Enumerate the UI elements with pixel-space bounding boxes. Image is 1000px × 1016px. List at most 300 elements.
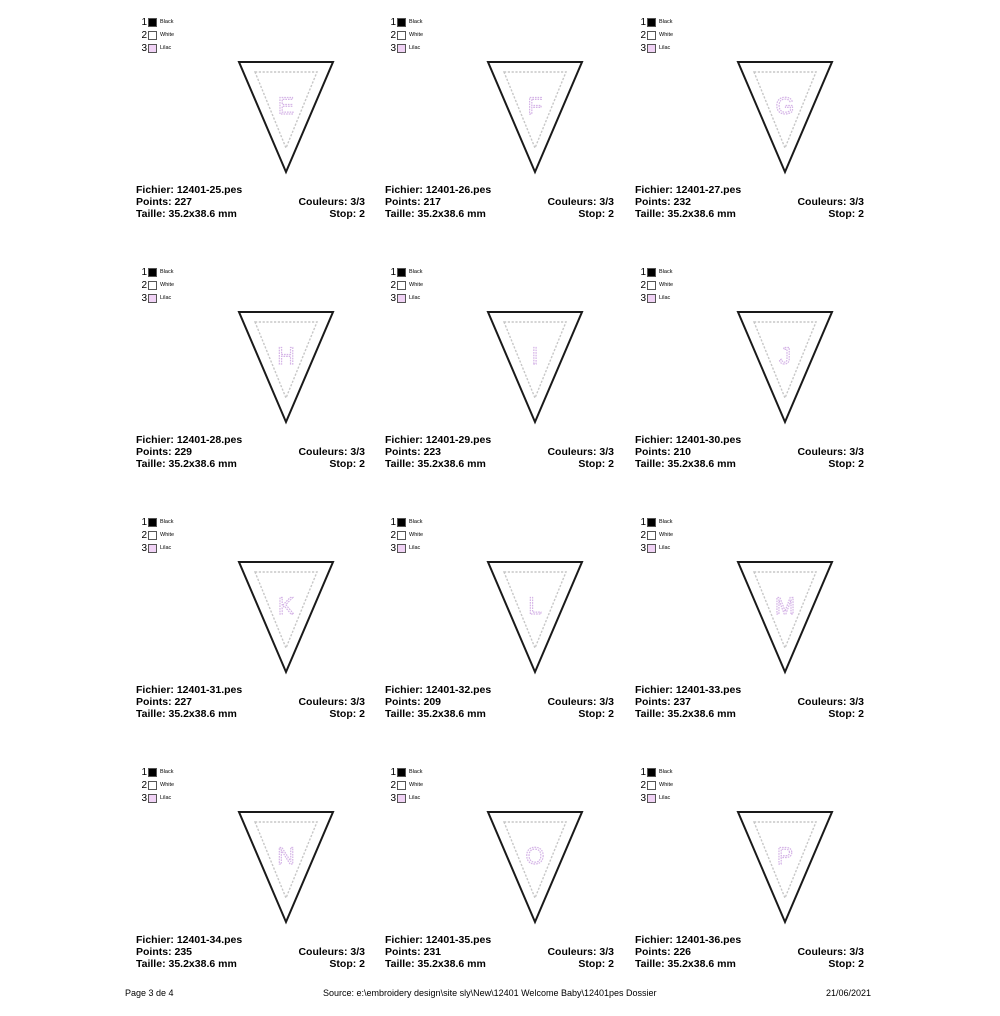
stop-count xyxy=(828,958,864,970)
colors-count xyxy=(298,446,365,458)
points-value: 217 xyxy=(423,196,442,208)
size-value: 35.2x38.6 mm xyxy=(168,958,237,970)
pennant-design xyxy=(236,808,336,926)
colors-label: Couleurs: xyxy=(797,946,850,958)
palette-color-name: Black xyxy=(659,769,673,775)
file-label: Fichier: xyxy=(635,684,676,696)
design-cell xyxy=(635,266,885,516)
colors-count xyxy=(797,696,864,708)
thread-palette xyxy=(639,766,673,805)
design-cell xyxy=(635,16,885,266)
file-value: 12401-30.pes xyxy=(675,434,742,446)
points-value: 227 xyxy=(174,196,193,208)
pennant-design xyxy=(485,308,585,426)
palette-row xyxy=(389,766,423,779)
palette-color-name: White xyxy=(160,282,175,288)
footer-page-number: Page 3 de 4 xyxy=(125,988,174,998)
palette-swatch xyxy=(148,31,157,40)
palette-row xyxy=(140,292,174,305)
colors-value: 3/3 xyxy=(849,446,864,458)
size-label: Taille: xyxy=(635,458,668,470)
size-value: 35.2x38.6 mm xyxy=(417,708,486,720)
palette-number: 3 xyxy=(640,43,646,54)
palette-swatch xyxy=(647,794,656,803)
stop-count xyxy=(329,458,365,470)
colors-count xyxy=(797,946,864,958)
file-value: 12401-34.pes xyxy=(176,934,243,946)
points xyxy=(635,946,691,958)
design-info xyxy=(385,684,614,720)
palette-row xyxy=(140,42,174,55)
thread-palette xyxy=(140,766,174,805)
points xyxy=(635,446,691,458)
design-info xyxy=(136,434,365,470)
thread-palette xyxy=(140,516,174,555)
palette-swatch xyxy=(647,44,656,53)
palette-swatch xyxy=(148,768,157,777)
palette-number: 3 xyxy=(640,293,646,304)
palette-number: 1 xyxy=(390,767,396,778)
file-name xyxy=(385,184,491,196)
stop-value: 2 xyxy=(359,458,365,470)
palette-number: 2 xyxy=(141,530,147,541)
file-value: 12401-35.pes xyxy=(425,934,492,946)
palette-number: 2 xyxy=(141,280,147,291)
palette-color-name: Lilac xyxy=(160,45,172,51)
thread-palette xyxy=(639,16,673,55)
file-name xyxy=(385,684,491,696)
palette-color-name: White xyxy=(160,32,175,38)
size-label: Taille: xyxy=(136,208,169,220)
palette-number: 1 xyxy=(640,267,646,278)
design-info xyxy=(136,184,365,220)
points-label: Points: xyxy=(385,446,424,458)
palette-swatch xyxy=(397,768,406,777)
palette-swatch xyxy=(647,294,656,303)
palette-swatch xyxy=(148,44,157,53)
pennant-letter: L xyxy=(528,593,542,620)
palette-row xyxy=(140,542,174,555)
palette-number: 2 xyxy=(640,780,646,791)
stop-label: Stop: xyxy=(329,958,360,970)
thread-palette xyxy=(140,266,174,305)
palette-number: 3 xyxy=(640,793,646,804)
points-label: Points: xyxy=(635,696,674,708)
palette-color-name: Lilac xyxy=(409,295,421,301)
palette-color-name: Black xyxy=(659,269,673,275)
colors-value: 3/3 xyxy=(599,196,614,208)
points-label: Points: xyxy=(385,696,424,708)
file-name xyxy=(136,934,242,946)
palette-color-name: White xyxy=(160,532,175,538)
file-label: Fichier: xyxy=(385,684,426,696)
size-value: 35.2x38.6 mm xyxy=(168,458,237,470)
size-label: Taille: xyxy=(635,208,668,220)
pennant-letter: O xyxy=(525,843,545,870)
thread-palette xyxy=(639,266,673,305)
palette-row xyxy=(389,16,423,29)
pennant-letter: M xyxy=(775,593,795,620)
palette-color-name: Lilac xyxy=(409,45,421,51)
file-label: Fichier: xyxy=(635,934,676,946)
palette-swatch xyxy=(148,531,157,540)
stop-value: 2 xyxy=(608,458,614,470)
size xyxy=(635,458,736,470)
stop-count xyxy=(329,958,365,970)
footer-source-path: Source: e:\embroidery design\site sly\New\12401 Welcome Baby\12401pes Dossier xyxy=(323,988,657,998)
points-value: 232 xyxy=(673,196,692,208)
size xyxy=(635,208,736,220)
stop-label: Stop: xyxy=(578,208,609,220)
palette-swatch xyxy=(148,294,157,303)
stop-count xyxy=(329,208,365,220)
colors-count xyxy=(298,946,365,958)
colors-label: Couleurs: xyxy=(797,696,850,708)
palette-row xyxy=(140,766,174,779)
palette-swatch xyxy=(148,18,157,27)
colors-value: 3/3 xyxy=(350,946,365,958)
palette-row xyxy=(389,42,423,55)
pennant-design xyxy=(236,308,336,426)
palette-number: 3 xyxy=(141,543,147,554)
size xyxy=(136,208,237,220)
size xyxy=(136,458,237,470)
colors-label: Couleurs: xyxy=(797,196,850,208)
pennant-letter: N xyxy=(277,843,295,870)
pennant-letter: I xyxy=(531,343,539,370)
pennant-design xyxy=(735,808,835,926)
colors-value: 3/3 xyxy=(849,946,864,958)
palette-color-name: Black xyxy=(409,19,423,25)
stop-value: 2 xyxy=(359,958,365,970)
points-value: 237 xyxy=(673,696,692,708)
pennant-letter: K xyxy=(277,593,295,620)
palette-number: 2 xyxy=(141,780,147,791)
size-value: 35.2x38.6 mm xyxy=(667,958,736,970)
palette-swatch xyxy=(148,544,157,553)
stop-count xyxy=(578,958,614,970)
palette-color-name: White xyxy=(659,32,674,38)
palette-swatch xyxy=(647,518,656,527)
palette-number: 2 xyxy=(390,780,396,791)
palette-color-name: White xyxy=(409,32,424,38)
palette-number: 1 xyxy=(390,517,396,528)
colors-count xyxy=(298,696,365,708)
colors-count xyxy=(547,446,614,458)
size-label: Taille: xyxy=(136,458,169,470)
stop-value: 2 xyxy=(608,958,614,970)
file-label: Fichier: xyxy=(385,934,426,946)
file-label: Fichier: xyxy=(136,434,177,446)
size-value: 35.2x38.6 mm xyxy=(667,708,736,720)
palette-color-name: Lilac xyxy=(659,295,671,301)
stop-label: Stop: xyxy=(828,458,859,470)
file-value: 12401-28.pes xyxy=(176,434,243,446)
pennant-design xyxy=(485,558,585,676)
colors-label: Couleurs: xyxy=(547,696,600,708)
size-value: 35.2x38.6 mm xyxy=(168,208,237,220)
palette-swatch xyxy=(647,281,656,290)
design-cell xyxy=(635,766,885,1016)
file-name xyxy=(136,684,242,696)
palette-row xyxy=(639,792,673,805)
size-label: Taille: xyxy=(136,708,169,720)
colors-label: Couleurs: xyxy=(547,196,600,208)
palette-color-name: Lilac xyxy=(160,795,172,801)
palette-swatch xyxy=(647,531,656,540)
points xyxy=(635,196,691,208)
file-label: Fichier: xyxy=(385,434,426,446)
design-cell xyxy=(385,16,635,266)
palette-swatch xyxy=(397,44,406,53)
stop-value: 2 xyxy=(608,208,614,220)
palette-color-name: Black xyxy=(409,269,423,275)
file-name xyxy=(385,434,491,446)
pennant-design xyxy=(485,808,585,926)
palette-swatch xyxy=(397,544,406,553)
palette-swatch xyxy=(647,544,656,553)
points-value: 227 xyxy=(174,696,193,708)
points-value: 226 xyxy=(673,946,692,958)
size-value: 35.2x38.6 mm xyxy=(168,708,237,720)
palette-row xyxy=(389,292,423,305)
file-label: Fichier: xyxy=(136,184,177,196)
size-label: Taille: xyxy=(385,958,418,970)
stop-count xyxy=(828,458,864,470)
palette-color-name: White xyxy=(409,782,424,788)
points-label: Points: xyxy=(136,196,175,208)
design-info xyxy=(635,934,864,970)
points xyxy=(136,696,192,708)
file-name xyxy=(635,684,741,696)
palette-swatch xyxy=(647,31,656,40)
palette-swatch xyxy=(148,518,157,527)
design-cell xyxy=(635,516,885,766)
pennant-letter: F xyxy=(527,93,543,120)
pennant-design xyxy=(236,558,336,676)
design-cell xyxy=(136,16,386,266)
palette-row xyxy=(140,279,174,292)
palette-row xyxy=(639,29,673,42)
points xyxy=(385,446,441,458)
pennant-design xyxy=(735,58,835,176)
thread-palette xyxy=(389,16,423,55)
design-info xyxy=(385,434,614,470)
size xyxy=(136,958,237,970)
palette-swatch xyxy=(148,794,157,803)
file-value: 12401-27.pes xyxy=(675,184,742,196)
size-label: Taille: xyxy=(385,708,418,720)
size-value: 35.2x38.6 mm xyxy=(417,958,486,970)
stop-value: 2 xyxy=(858,958,864,970)
stop-label: Stop: xyxy=(828,958,859,970)
design-info xyxy=(635,684,864,720)
points-label: Points: xyxy=(635,446,674,458)
colors-value: 3/3 xyxy=(350,696,365,708)
palette-row xyxy=(639,779,673,792)
pennant-design xyxy=(735,558,835,676)
points xyxy=(385,196,441,208)
points xyxy=(635,696,691,708)
palette-row xyxy=(639,266,673,279)
palette-color-name: Lilac xyxy=(409,545,421,551)
palette-color-name: White xyxy=(160,782,175,788)
palette-row xyxy=(140,29,174,42)
colors-label: Couleurs: xyxy=(298,446,351,458)
points-label: Points: xyxy=(385,946,424,958)
palette-number: 2 xyxy=(640,30,646,41)
colors-count xyxy=(547,696,614,708)
file-name xyxy=(385,934,491,946)
points-value: 235 xyxy=(174,946,193,958)
palette-swatch xyxy=(397,794,406,803)
palette-row xyxy=(639,542,673,555)
palette-color-name: Black xyxy=(659,19,673,25)
size-value: 35.2x38.6 mm xyxy=(417,208,486,220)
points-value: 231 xyxy=(423,946,442,958)
points-label: Points: xyxy=(385,196,424,208)
palette-number: 3 xyxy=(390,293,396,304)
colors-label: Couleurs: xyxy=(298,196,351,208)
palette-swatch xyxy=(397,531,406,540)
footer-date: 21/06/2021 xyxy=(826,988,872,998)
palette-row xyxy=(140,16,174,29)
palette-swatch xyxy=(397,281,406,290)
thread-palette xyxy=(639,516,673,555)
palette-swatch xyxy=(647,268,656,277)
stop-count xyxy=(828,708,864,720)
palette-row xyxy=(389,529,423,542)
palette-swatch xyxy=(647,768,656,777)
design-cell xyxy=(136,516,386,766)
colors-value: 3/3 xyxy=(350,196,365,208)
stop-count xyxy=(828,208,864,220)
stop-label: Stop: xyxy=(329,458,360,470)
design-cell xyxy=(385,766,635,1016)
colors-count xyxy=(797,196,864,208)
palette-color-name: Black xyxy=(409,519,423,525)
stop-label: Stop: xyxy=(828,708,859,720)
palette-number: 1 xyxy=(141,767,147,778)
palette-swatch xyxy=(647,781,656,790)
stop-value: 2 xyxy=(359,208,365,220)
palette-swatch xyxy=(148,268,157,277)
palette-number: 1 xyxy=(640,17,646,28)
thread-palette xyxy=(389,266,423,305)
palette-swatch xyxy=(397,31,406,40)
colors-value: 3/3 xyxy=(350,446,365,458)
palette-swatch xyxy=(397,268,406,277)
points-label: Points: xyxy=(136,446,175,458)
palette-row xyxy=(140,779,174,792)
palette-row xyxy=(639,766,673,779)
stop-value: 2 xyxy=(359,708,365,720)
design-cell xyxy=(385,516,635,766)
palette-row xyxy=(389,29,423,42)
colors-value: 3/3 xyxy=(599,446,614,458)
file-value: 12401-32.pes xyxy=(425,684,492,696)
points xyxy=(136,446,192,458)
thread-palette xyxy=(389,766,423,805)
palette-row xyxy=(389,542,423,555)
points xyxy=(136,196,192,208)
palette-row xyxy=(389,516,423,529)
palette-color-name: Lilac xyxy=(659,545,671,551)
file-label: Fichier: xyxy=(385,184,426,196)
palette-row xyxy=(639,42,673,55)
stop-label: Stop: xyxy=(329,208,360,220)
palette-swatch xyxy=(148,781,157,790)
palette-number: 2 xyxy=(640,280,646,291)
design-info xyxy=(136,934,365,970)
palette-row xyxy=(389,792,423,805)
palette-row xyxy=(639,292,673,305)
colors-count xyxy=(547,196,614,208)
size xyxy=(635,708,736,720)
colors-label: Couleurs: xyxy=(298,946,351,958)
palette-number: 2 xyxy=(390,280,396,291)
file-value: 12401-26.pes xyxy=(425,184,492,196)
palette-row xyxy=(639,516,673,529)
colors-value: 3/3 xyxy=(849,696,864,708)
points-label: Points: xyxy=(136,696,175,708)
palette-number: 1 xyxy=(141,267,147,278)
points-label: Points: xyxy=(635,196,674,208)
size-value: 35.2x38.6 mm xyxy=(417,458,486,470)
palette-color-name: Black xyxy=(160,19,174,25)
palette-number: 1 xyxy=(640,517,646,528)
file-value: 12401-36.pes xyxy=(675,934,742,946)
palette-row xyxy=(639,529,673,542)
palette-row xyxy=(639,279,673,292)
palette-row xyxy=(639,16,673,29)
file-label: Fichier: xyxy=(136,684,177,696)
palette-color-name: Lilac xyxy=(659,45,671,51)
stop-value: 2 xyxy=(858,208,864,220)
colors-label: Couleurs: xyxy=(547,446,600,458)
colors-count xyxy=(547,946,614,958)
stop-label: Stop: xyxy=(329,708,360,720)
stop-count xyxy=(578,708,614,720)
palette-color-name: White xyxy=(409,532,424,538)
palette-color-name: Black xyxy=(160,519,174,525)
stop-count xyxy=(329,708,365,720)
file-value: 12401-33.pes xyxy=(675,684,742,696)
palette-color-name: White xyxy=(659,782,674,788)
file-name xyxy=(635,434,741,446)
stop-count xyxy=(578,208,614,220)
pennant-design xyxy=(735,308,835,426)
file-name xyxy=(136,434,242,446)
palette-row xyxy=(389,266,423,279)
size xyxy=(385,958,486,970)
palette-number: 1 xyxy=(141,17,147,28)
design-cell xyxy=(136,766,386,1016)
palette-color-name: White xyxy=(409,282,424,288)
file-value: 12401-31.pes xyxy=(176,684,243,696)
points-value: 223 xyxy=(423,446,442,458)
points xyxy=(385,946,441,958)
palette-swatch xyxy=(397,18,406,27)
palette-color-name: Black xyxy=(160,269,174,275)
stop-label: Stop: xyxy=(578,708,609,720)
palette-number: 1 xyxy=(141,517,147,528)
palette-number: 1 xyxy=(390,17,396,28)
palette-color-name: White xyxy=(659,532,674,538)
colors-label: Couleurs: xyxy=(298,696,351,708)
palette-row xyxy=(140,792,174,805)
design-info xyxy=(385,934,614,970)
